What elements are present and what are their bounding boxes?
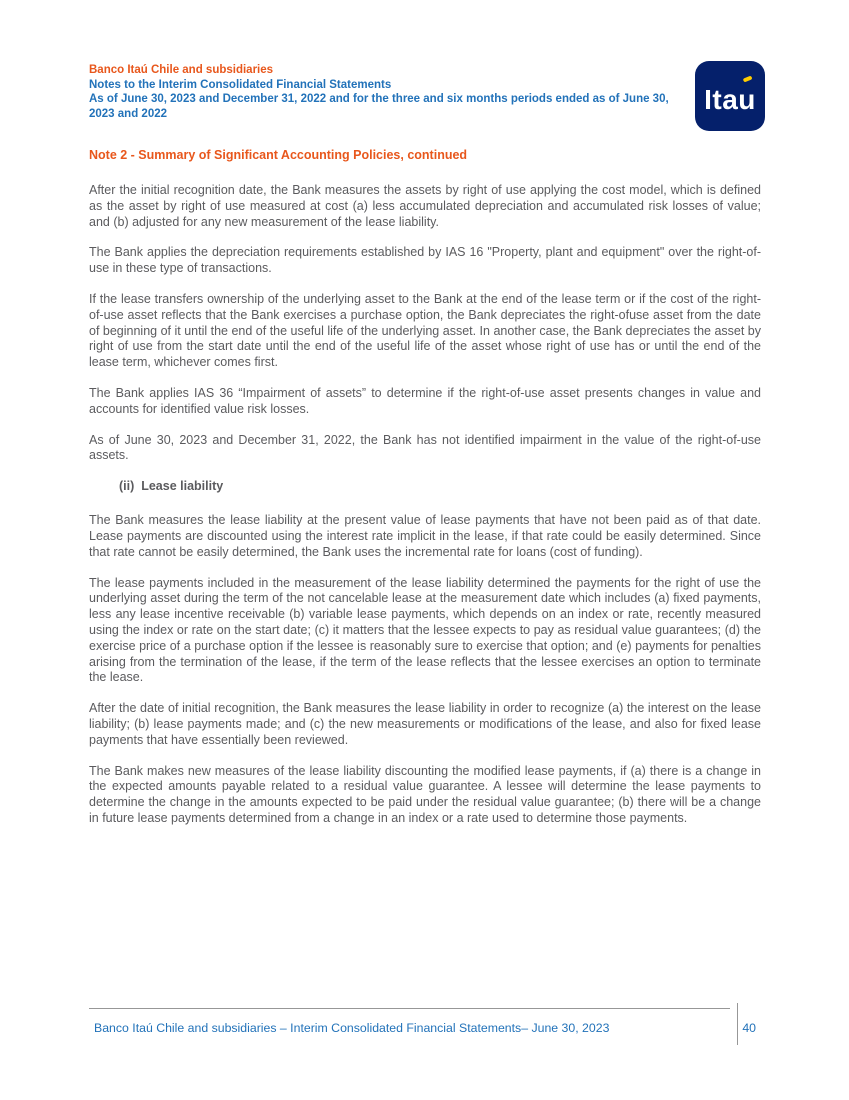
body-paragraph: The lease payments included in the measurement of the lease liability determined the payments for the right of use the underlying asset during the term of the not cancelable lease at the measurement date which includes (a) fixed payments, less any lease incentive receivable (b) variable lease payments, which depends on an index or rate, recently measured using the index or rate on the start date; (c) it matters that the lessee expects to pay as residual value guarantees; (d) the exercise price of a purchase option if the lessee is reasonably sure to exercise that option; and (e) payments for penalties arising from the termination of the lease, if the term of the lease reflects that the lessee exercises an option to terminate the lease. [89, 575, 761, 685]
note-content [89, 148, 761, 842]
note-title: Note 2 - Summary of Significant Accounting Policies, continued [89, 148, 468, 162]
header-document-title: Notes to the Interim Consolidated Financial Statements [89, 78, 392, 91]
logo-accent-icon [743, 75, 753, 82]
body-paragraph: The Bank applies the depreciation requirements established by IAS 16 "Property, plant and equipment" over the right-of-use in these type of transactions. [89, 245, 761, 276]
body-paragraph: The Bank applies IAS 36 “Impairment of assets” to determine if the right-of-use asset presents changes in value and accounts for identified value risk losses. [89, 385, 761, 416]
logo-accented-letter: u [738, 84, 756, 116]
body-paragraph: After the initial recognition date, the Bank measures the assets by right of use applying the cost model, which is defined as the asset by right of use measured at cost (a) less accumulated depreciation and accumulated risk losses of value; and (b) adjusted for any new measurement of the lease liability. [89, 183, 761, 229]
page-header [89, 63, 761, 121]
header-bank-name: Banco Itaú Chile and subsidiaries [89, 64, 274, 76]
footer-text: Banco Itaú Chile and subsidiaries – Interim Consolidated Financial Statements– June 30, 2023 [94, 1021, 610, 1035]
footer-vertical-rule [737, 1003, 738, 1045]
lease-liability-subheading: (ii) Lease liability [119, 479, 224, 494]
itau-logo-wordmark [704, 76, 756, 116]
body-paragraph: After the date of initial recognition, the Bank measures the lease liability in order to recognize (a) the interest on the lease liability; (b) lease payments made; and (c) the new measurements or modifications of the lease, and also for fixed lease payments that have essentially been reviewed. [89, 701, 761, 747]
itau-logo [695, 61, 765, 131]
page-footer [89, 1005, 761, 1049]
body-paragraph: The Bank measures the lease liability at the present value of lease payments that have not been paid as of that date. Lease payments are discounted using the interest rate implicit in the lease, if that rate could be easily determined. Since that rate cannot be easily determined, the Bank uses the incremental rate for loans (cost of funding). [89, 513, 761, 559]
header-text-block [89, 63, 677, 121]
body-paragraph: The Bank makes new measures of the lease liability discounting the modified lease payments, if (a) there is a change in the expected amounts payable related to a residual value guarantee. A lessee will determine the lease payments to determine the change in the amounts expected to be paid under the residual value guarantee; (b) there will be a change in future lease payments determined from a change in an index or a rate used to determine those payments. [89, 763, 761, 825]
body-paragraph: As of June 30, 2023 and December 31, 2022, the Bank has not identified impairment in the value of the right-of-use assets. [89, 432, 761, 463]
body-paragraph: If the lease transfers ownership of the underlying asset to the Bank at the end of the lease term or if the cost of the right-of-use asset reflects that the Bank exercises a purchase option, the Bank depreciates the right-ofuse asset from the date of beginning of it until the end of the useful life of the underlying asset. In another case, the Bank depreciates the asset by right of use from the start date until the end of the useful life of the asset whose right of use has or until the end of the lease term, whichever comes first. [89, 291, 761, 370]
footer-page-number: 40 [742, 1021, 756, 1035]
logo-text-start: Ita [704, 84, 739, 115]
note-body [89, 183, 761, 827]
header-period-line: As of June 30, 2023 and December 31, 2022 and for the three and six months periods ended as of June 30, 2023 and 2022 [89, 93, 669, 120]
footer-horizontal-rule [89, 1008, 730, 1009]
